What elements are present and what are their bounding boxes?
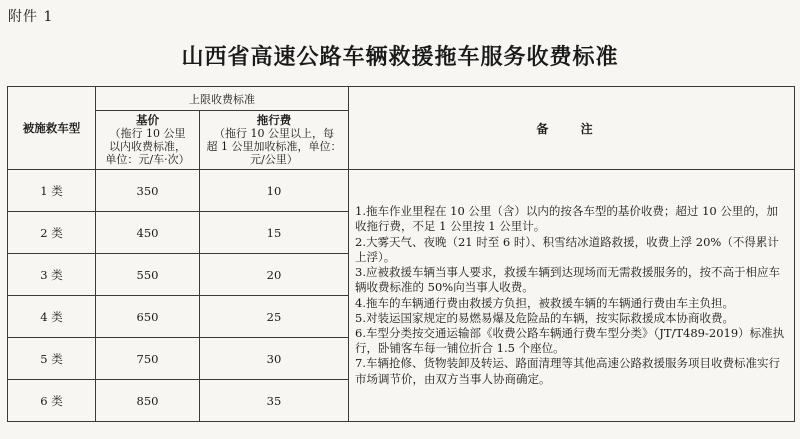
note-item: 5.对装运国家规定的易燃易爆及危险品的车辆，按实际救援成本协商收费。 — [355, 310, 734, 325]
tow-fee-cell: 10 — [200, 170, 349, 212]
tow-fee-cell: 30 — [200, 338, 349, 380]
header-upper-limit: 上限收费标准 — [96, 87, 349, 111]
note-item: 1.拖车作业里程在 10 公里（含）以内的按各车型的基价收费；超过 10 公里的，加收拖行费，不足 1 公里按 1 公里计。 — [355, 204, 778, 234]
vehicle-type-cell: 5 类 — [8, 338, 96, 380]
base-price-cell: 550 — [96, 254, 200, 296]
header-base-price: 基价 （拖行 10 公里 以内收费标准， 单位：元/车·次） — [96, 111, 200, 170]
fee-table — [7, 86, 795, 422]
attachment-label: 附件 1 — [8, 9, 54, 25]
table-row — [8, 170, 795, 212]
note-item: 2.大雾天气、夜晚（21 时至 6 时）、积雪结冰道路救援，收费上浮 20%（不得累计上浮）。 — [355, 234, 779, 264]
vehicle-type-cell: 1 类 — [8, 170, 96, 212]
note-item: 6.车型分类按交通运输部《收费公路车辆通行费车型分类》（JT/T489-2019）标准执行，卧铺客车每一铺位折合 1.5 个座位。 — [355, 325, 785, 356]
remarks-notes — [349, 170, 795, 422]
note-item: 3.应被救援车辆当事人要求，救援车辆到达现场而无需救援服务的，按不高于相应车辆收费标准的 50%向当事人收费。 — [355, 265, 780, 295]
base-price-cell: 750 — [96, 338, 200, 380]
vehicle-type-cell: 2 类 — [8, 212, 96, 254]
tow-fee-cell: 35 — [200, 380, 349, 422]
base-price-cell: 350 — [96, 170, 200, 212]
base-price-cell: 850 — [96, 380, 200, 422]
vehicle-type-cell: 3 类 — [8, 254, 96, 296]
vehicle-type-cell: 4 类 — [8, 296, 96, 338]
note-item: 4.拖车的车辆通行费由救援方负担，被救援车辆的车辆通行费由车主负担。 — [355, 295, 734, 310]
header-tow-fee: 拖行费 （拖行 10 公里以上，每 超 1 公里加收标准，单位： 元/公里） — [200, 111, 349, 170]
header-remarks: 备 注 — [349, 87, 795, 170]
header-vehicle-type: 被施救车型 — [8, 87, 96, 170]
document-title: 山西省高速公路车辆救援拖车服务收费标准 — [181, 44, 619, 70]
base-price-cell: 450 — [96, 212, 200, 254]
tow-fee-cell: 15 — [200, 212, 349, 254]
tow-fee-cell: 25 — [200, 296, 349, 338]
vehicle-type-cell: 6 类 — [8, 380, 96, 422]
tow-fee-cell: 20 — [200, 254, 349, 296]
base-price-cell: 650 — [96, 296, 200, 338]
note-item: 7.车辆抢修、货物装卸及转运、路面清理等其他高速公路救援服务项目收费标准实行市场调节价，由双方当事人协商确定。 — [355, 356, 780, 386]
